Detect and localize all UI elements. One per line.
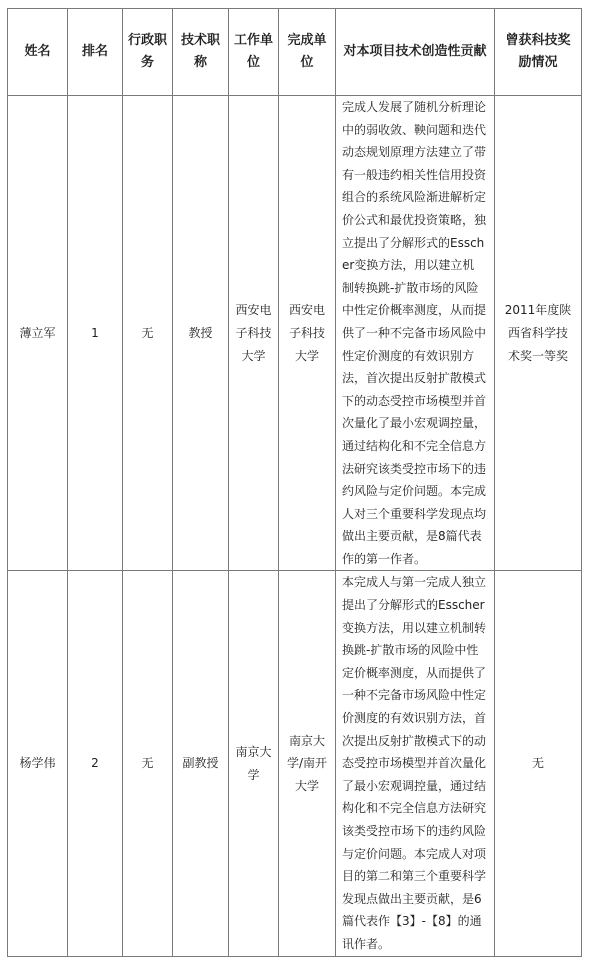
- cell-name: 薄立军: [8, 96, 68, 571]
- header-contribution: 对本项目技术创造性贡献: [336, 9, 495, 96]
- header-admin-post: [123, 9, 173, 96]
- cell-name: 杨学伟: [8, 571, 68, 956]
- header-complete-unit-text: 完成单位: [287, 33, 327, 70]
- cell-complete-unit-text: 南京大学/南开大学: [286, 733, 328, 793]
- header-award-text: 曾获科技奖励情况: [505, 33, 571, 70]
- header-work-unit-text: 工作单位: [234, 33, 274, 70]
- header-name: 姓名: [8, 9, 68, 96]
- cell-complete-unit: [279, 571, 336, 956]
- cell-rank: 1: [68, 96, 123, 571]
- cell-award-text: 无: [531, 756, 544, 771]
- cell-work-unit-text: 南京大学: [235, 744, 272, 782]
- header-complete-unit: [279, 9, 336, 96]
- cell-admin-post: 无: [123, 571, 173, 956]
- cell-tech-title: 教授: [173, 96, 229, 571]
- cell-award-text: 2011年度陕西省科学技术奖一等奖: [504, 303, 572, 363]
- cell-award: [495, 571, 582, 956]
- cell-work-unit-text: 西安电子科技大学: [235, 303, 272, 363]
- achievement-table-container: [7, 8, 582, 957]
- table-row: [8, 96, 582, 571]
- cell-award: [495, 96, 582, 571]
- cell-work-unit: [229, 96, 279, 571]
- header-admin-post-text: 行政职务: [128, 33, 168, 70]
- contributors-table: [7, 8, 582, 957]
- header-tech-title-text: 技术职称: [180, 33, 220, 70]
- cell-complete-unit-text: 西安电子科技大学: [288, 303, 325, 363]
- cell-contribution-text: 本完成人与第一完成人独立提出了分解形式的Esscher变换方法，用以建立机制转换跳-扩散市场的风险中性定价概率测度，从而提供了一种不完备市场风险中性定价测度的有效识别方法，首次提出反射扩散模式下的动态受控市场模型并首次量化了最小宏观调控量，通过结构化和不完全信息方法研究该类受控市场下的违约风险与定价问题。本完成人对项目的第二和第三个重要科学发现点做出主要贡献，是6篇代表作【3】-【8】的通讯作者。: [342, 575, 487, 951]
- header-tech-title: [173, 9, 229, 96]
- cell-tech-title: 副教授: [173, 571, 229, 956]
- cell-work-unit: [229, 571, 279, 956]
- table-header-row: [8, 9, 582, 96]
- cell-contribution: [336, 571, 495, 956]
- cell-rank: 2: [68, 571, 123, 956]
- cell-admin-post: 无: [123, 96, 173, 571]
- cell-contribution: [336, 96, 495, 571]
- header-work-unit: [229, 9, 279, 96]
- cell-contribution-text: 完成人发展了随机分析理论中的弱收敛、鞅问题和迭代动态规划原理方法建立了带有一般违约相关性信用投资组合的系统风险渐进解析定价公式和最优投资策略，独立提出了分解形式的Esscher变换方法，用以建立机制转换跳-扩散市场的风险中性定价概率测度，从而提供了一种不完备市场风险中性定价测度的有效识别方法，首次提出反射扩散模式下的动态受控市场模型并首次量化了最小宏观调控量，通过结构化和不完全信息方法研究该类受控市场下的违约风险与定价问题。本完成人对三个重要科学发现点均做出主要贡献，是8篇代表作的第一作者。: [342, 100, 487, 566]
- table-row: [8, 571, 582, 956]
- header-award: [495, 9, 582, 96]
- cell-complete-unit: [279, 96, 336, 571]
- header-rank: 排名: [68, 9, 123, 96]
